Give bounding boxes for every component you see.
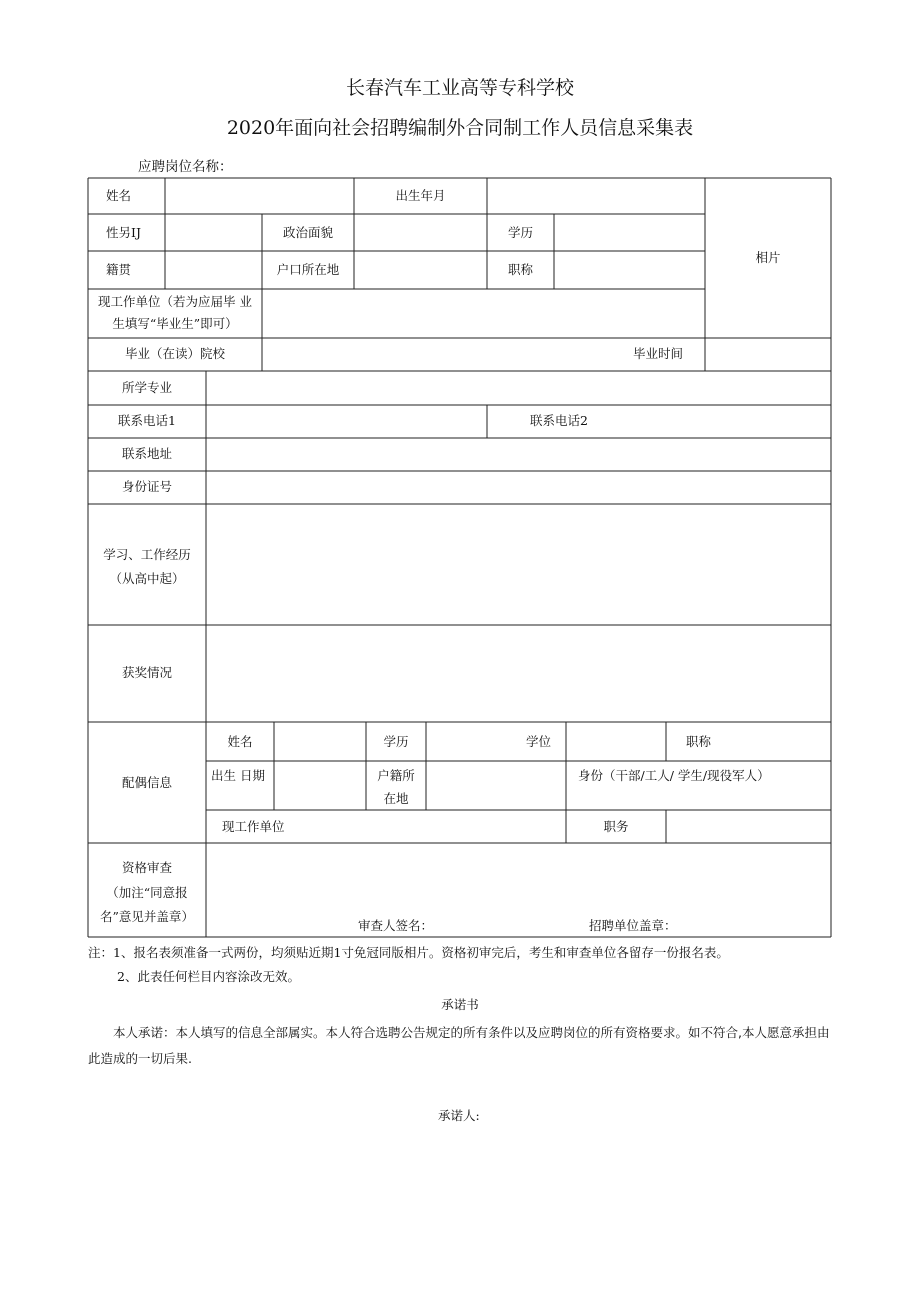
label-spouse-duty: 职务 bbox=[603, 819, 629, 834]
label-major: 所学专业 bbox=[121, 380, 172, 395]
label-awards: 获奖情况 bbox=[121, 665, 172, 680]
label-resume-2: （从高中起） bbox=[109, 571, 185, 586]
label-review-3: 名”意见并盖章） bbox=[100, 909, 194, 924]
label-reviewer-signature: 审查人签名： bbox=[358, 918, 434, 933]
label-photo: 相片 bbox=[755, 250, 781, 265]
label-spouse-title: 职称 bbox=[686, 734, 712, 749]
label-unit-seal: 招聘单位盖章： bbox=[589, 918, 677, 933]
label-spouse-name: 姓名 bbox=[227, 734, 253, 749]
label-work-unit-1: 现工作单位（若为应届毕 业 bbox=[98, 294, 252, 309]
label-school: 毕业（在读）院校 bbox=[124, 346, 225, 361]
label-spouse-birth: 出生 日期 bbox=[211, 768, 265, 783]
label-native-place: 籍贯 bbox=[106, 262, 132, 277]
label-education: 学历 bbox=[507, 225, 533, 240]
label-phone2: 联系电话2 bbox=[530, 413, 588, 428]
commitment-title: 承诺书 bbox=[441, 997, 479, 1012]
label-spouse-hukou-1: 户籍所 bbox=[377, 768, 415, 783]
label-phone1: 联系电话1 bbox=[118, 413, 176, 428]
label-birth: 出生年月 bbox=[395, 188, 446, 203]
commitment-signer: 承诺人: bbox=[438, 1108, 480, 1123]
form-title-school: 长春汽车工业高等专科学校 bbox=[345, 77, 574, 99]
label-spouse-education: 学历 bbox=[383, 734, 409, 749]
label-id-number: 身份证号 bbox=[121, 479, 172, 494]
commitment-body: 本人承诺：本人填写的信息全部属实。本人符合选聘公告规定的所有条件以及应聘岗位的所有资格要求。如不符合,本人愿意承担由此造成的一切后果. bbox=[88, 1025, 830, 1066]
label-address: 联系地址 bbox=[121, 446, 172, 461]
position-name-label: 应聘岗位名称： bbox=[138, 159, 233, 175]
note-2: 2、此表任何栏目内容涂改无效。 bbox=[117, 969, 300, 984]
label-spouse-info: 配偶信息 bbox=[121, 775, 172, 790]
label-spouse-hukou-2: 在地 bbox=[383, 791, 409, 806]
label-review-2: （加注“同意报 bbox=[106, 885, 188, 900]
label-name: 姓名 bbox=[106, 188, 132, 203]
label-work-unit-2: 生填写“毕业生”即可） bbox=[112, 316, 238, 331]
label-spouse-work-unit: 现工作单位 bbox=[222, 819, 285, 834]
label-resume-1: 学习、工作经历 bbox=[103, 547, 191, 562]
note-1: 注：1、报名表须准备一式两份，均须贴近期1寸免冠同版相片。资格初审完后，考生和审查单位各留存一份报名表。 bbox=[88, 945, 729, 960]
label-spouse-degree: 学位 bbox=[526, 734, 552, 749]
label-gender: 性另IJ bbox=[106, 225, 141, 240]
label-review-1: 资格审查 bbox=[121, 860, 172, 875]
label-title: 职称 bbox=[507, 262, 533, 277]
form-title-main: 2020年面向社会招聘编制外合同制工作人员信息采集表 bbox=[226, 117, 694, 139]
label-grad-time: 毕业时间 bbox=[633, 346, 684, 361]
label-hukou: 户口所在地 bbox=[276, 262, 340, 277]
label-political: 政治面貌 bbox=[282, 225, 333, 240]
label-spouse-identity: 身份（干部/工人/ 学生/现役军人） bbox=[578, 768, 770, 783]
